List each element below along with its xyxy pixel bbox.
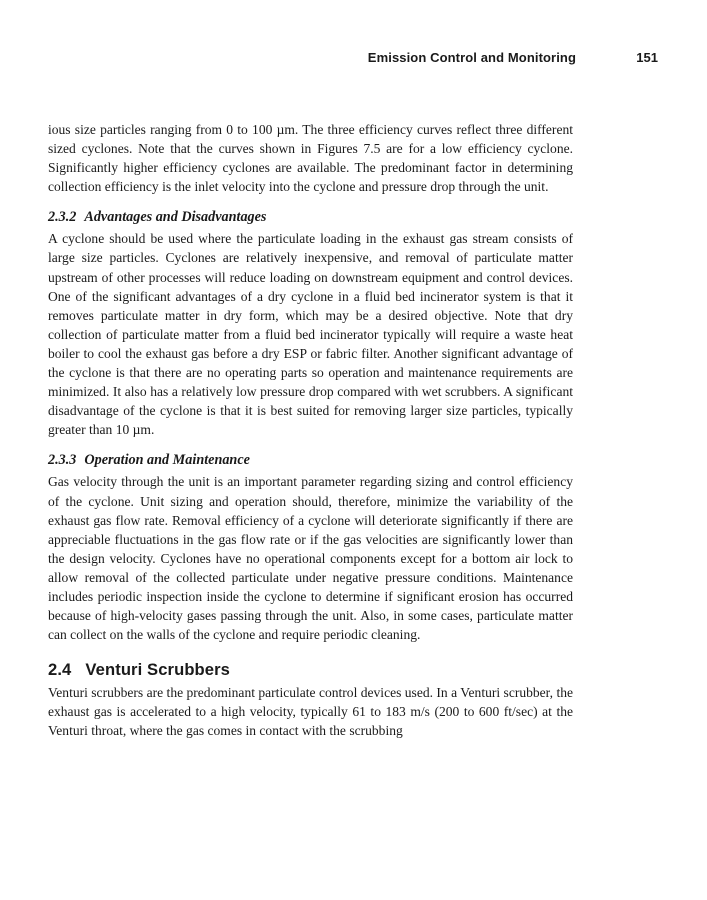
section-title: Advantages and Disadvantages	[84, 209, 267, 226]
section-number: 2.3.2	[48, 209, 77, 226]
page-number: 151	[636, 50, 658, 65]
running-head-title: Emission Control and Monitoring	[367, 50, 576, 65]
section-number: 2.4	[48, 660, 72, 680]
page-body	[48, 120, 573, 741]
section-number: 2.3.3	[48, 452, 77, 469]
running-head	[48, 50, 658, 70]
section-title: Operation and Maintenance	[84, 452, 250, 469]
section-title: Venturi Scrubbers	[85, 660, 231, 680]
intro-paragraph: ious size particles ranging from 0 to 100 µm. The three efficiency curves reflect three different sized cyclones. Note that the curves shown in Figures 7.5 are for a low efficiency cyclone. Significantly higher efficiency cyclones are available. The predominant factor in determining collection efficiency is the inlet velocity into the cyclone and pressure drop through the unit.	[48, 122, 573, 195]
operation-paragraph: Gas velocity through the unit is an important parameter regarding sizing and control efficiency of the cyclone. Unit sizing and operation should, therefore, minimize the variability of the exhaust gas flow rate. Removal efficiency of a cyclone will deteriorate significantly if there are appreciable fluctuations in the gas flow rate or if the gas velocities are significantly lower than the design velocity. Cyclones have no operational components except for a bottom air lock to allow removal of the collected particulate under negative pressure conditions. Maintenance includes periodic inspection inside the cyclone to determine if significant erosion has occurred because of high-velocity gases passing through the unit. Also, in some cases, particulate matter can collect on the walls of the cyclone and require periodic cleaning.	[48, 474, 573, 643]
venturi-paragraph: Venturi scrubbers are the predominant particulate control devices used. In a Venturi scrubber, the exhaust gas is accelerated to a high velocity, typically 61 to 183 m/s (200 to 600 ft/sec) at the Venturi throat, where the gas comes in contact with the scrubbing	[48, 685, 573, 739]
section-heading-2-3-2	[48, 207, 573, 227]
section-heading-2-4	[48, 659, 573, 681]
section-heading-2-3-3	[48, 450, 573, 470]
advantages-paragraph: A cyclone should be used where the particulate loading in the exhaust gas stream consists of large size particles. Cyclones are relatively inexpensive, and removal of particulate matter upstream of other processes will reduce loading on downstream equipment and control devices. One of the significant advantages of a dry cyclone in a fluid bed incinerator system is that it removes particulate matter in dry form, which may be a desired objective. Note that dry collection of particulate matter from a fluid bed incinerator typically will require a waste heat boiler to cool the exhaust gas before a dry ESP or fabric filter. Another significant advantage of the cyclone is that there are no operating parts so operation and maintenance requirements are minimized. It also has a relatively low pressure drop compared with wet scrubbers. A significant disadvantage of the cyclone is that it is best suited for removing larger size particles, typically greater than 10 µm.	[48, 231, 573, 438]
